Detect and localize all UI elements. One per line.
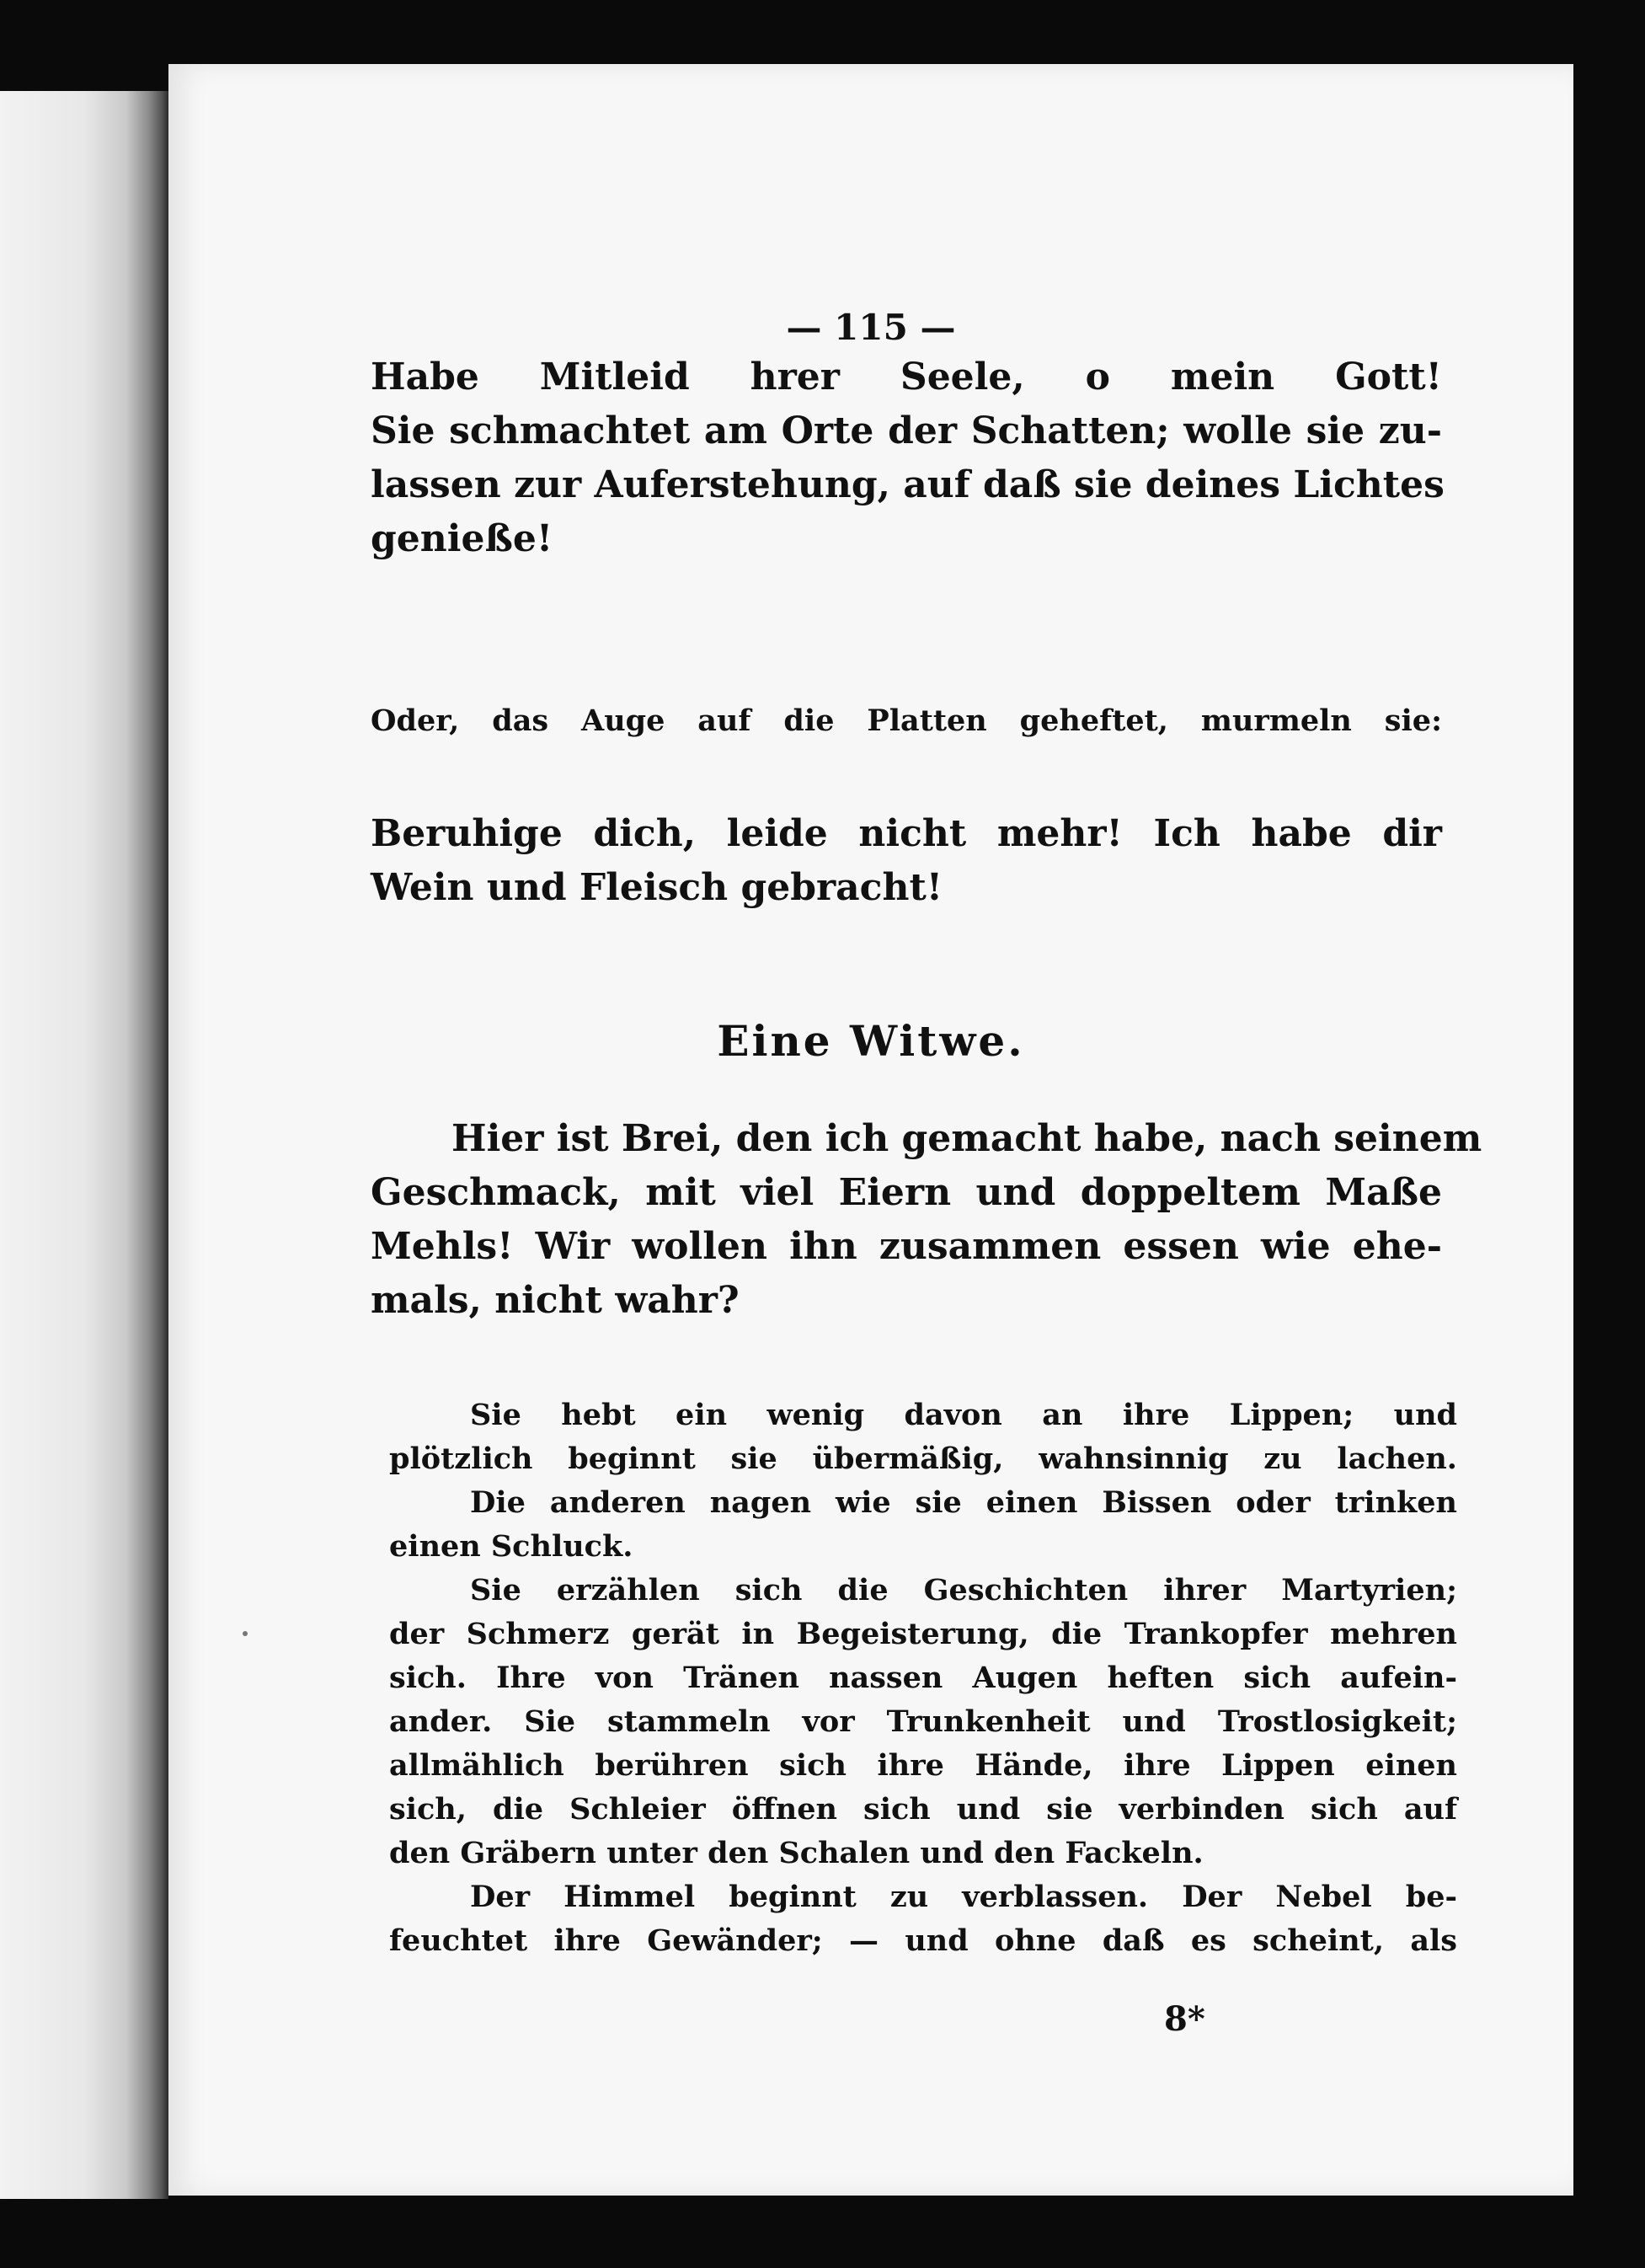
text-line: einen Schluck. [389,1529,633,1564]
text-line: lassen zur Auferstehung, auf daß sie deines Lichtes [371,463,1445,506]
text-line: Mehls! Wir wollen ihn zusammen essen wie ehe- [371,1225,1442,1268]
text-line: allmählich berühren sich ihre Hände, ihre Lippen einen [389,1748,1457,1783]
text-line: genieße! [371,517,553,560]
text-line: Hier ist Brei, den ich gemacht habe, nach seinem [451,1117,1482,1160]
book-page [168,64,1573,2196]
page-number: — 115 — [786,307,956,348]
text-line: sich. Ihre von Tränen nassen Augen heften sich aufein- [389,1661,1457,1695]
stage-direction [371,699,1442,743]
facing-page-edge [0,91,168,2199]
prayer-passage [371,350,1445,566]
text-line: plötzlich beginnt sie übermäßig, wahnsinnig zu lachen. [389,1442,1457,1476]
text-line: Sie hebt ein wenig davon an ihre Lippen; und [470,1398,1457,1432]
text-line: mals, nicht wahr? [371,1279,740,1322]
text-line: Geschmack, mit viel Eiern und doppeltem Maße [371,1171,1442,1214]
text-line: Der Himmel beginnt zu verblassen. Der Nebel be- [470,1880,1457,1914]
text-line: Sie schmachtet am Orte der Schatten; wolle sie zu- [371,409,1442,452]
text-line: Sie erzählen sich die Geschichten ihrer Martyrien; [470,1573,1457,1607]
text-line: Beruhige dich, leide nicht mehr! Ich habe dir [371,812,1442,855]
text-line: der Schmerz gerät in Begeisterung, die Trankopfer mehren [389,1617,1457,1651]
signature-mark: 8* [1164,1999,1205,2039]
text-line: Oder, das Auge auf die Platten geheftet, murmeln sie: [371,703,1442,738]
text-line: Die anderen nagen wie sie einen Bissen oder trinken [470,1485,1457,1520]
text-line: den Gräbern unter den Schalen und den Fackeln. [389,1836,1204,1870]
text-line: feuchtet ihre Gewänder; — und ohne daß es scheint, als [389,1923,1457,1958]
text-line: ander. Sie stammeln vor Trunkenheit und Trostlosigkeit; [389,1704,1457,1739]
dust-speck [243,1631,248,1636]
narrative-text [389,1393,1457,1963]
comfort-passage [371,807,1442,915]
text-line: Habe Mitleid hrer Seele, o mein Gott! [371,356,1442,399]
text-line: sich, die Schleier öffnen sich und sie verbinden sich auf [389,1792,1457,1827]
text-line: Wein und Fleisch gebracht! [371,866,943,909]
widow-speech [371,1112,1482,1328]
section-heading: Eine Witwe. [717,1016,1025,1066]
